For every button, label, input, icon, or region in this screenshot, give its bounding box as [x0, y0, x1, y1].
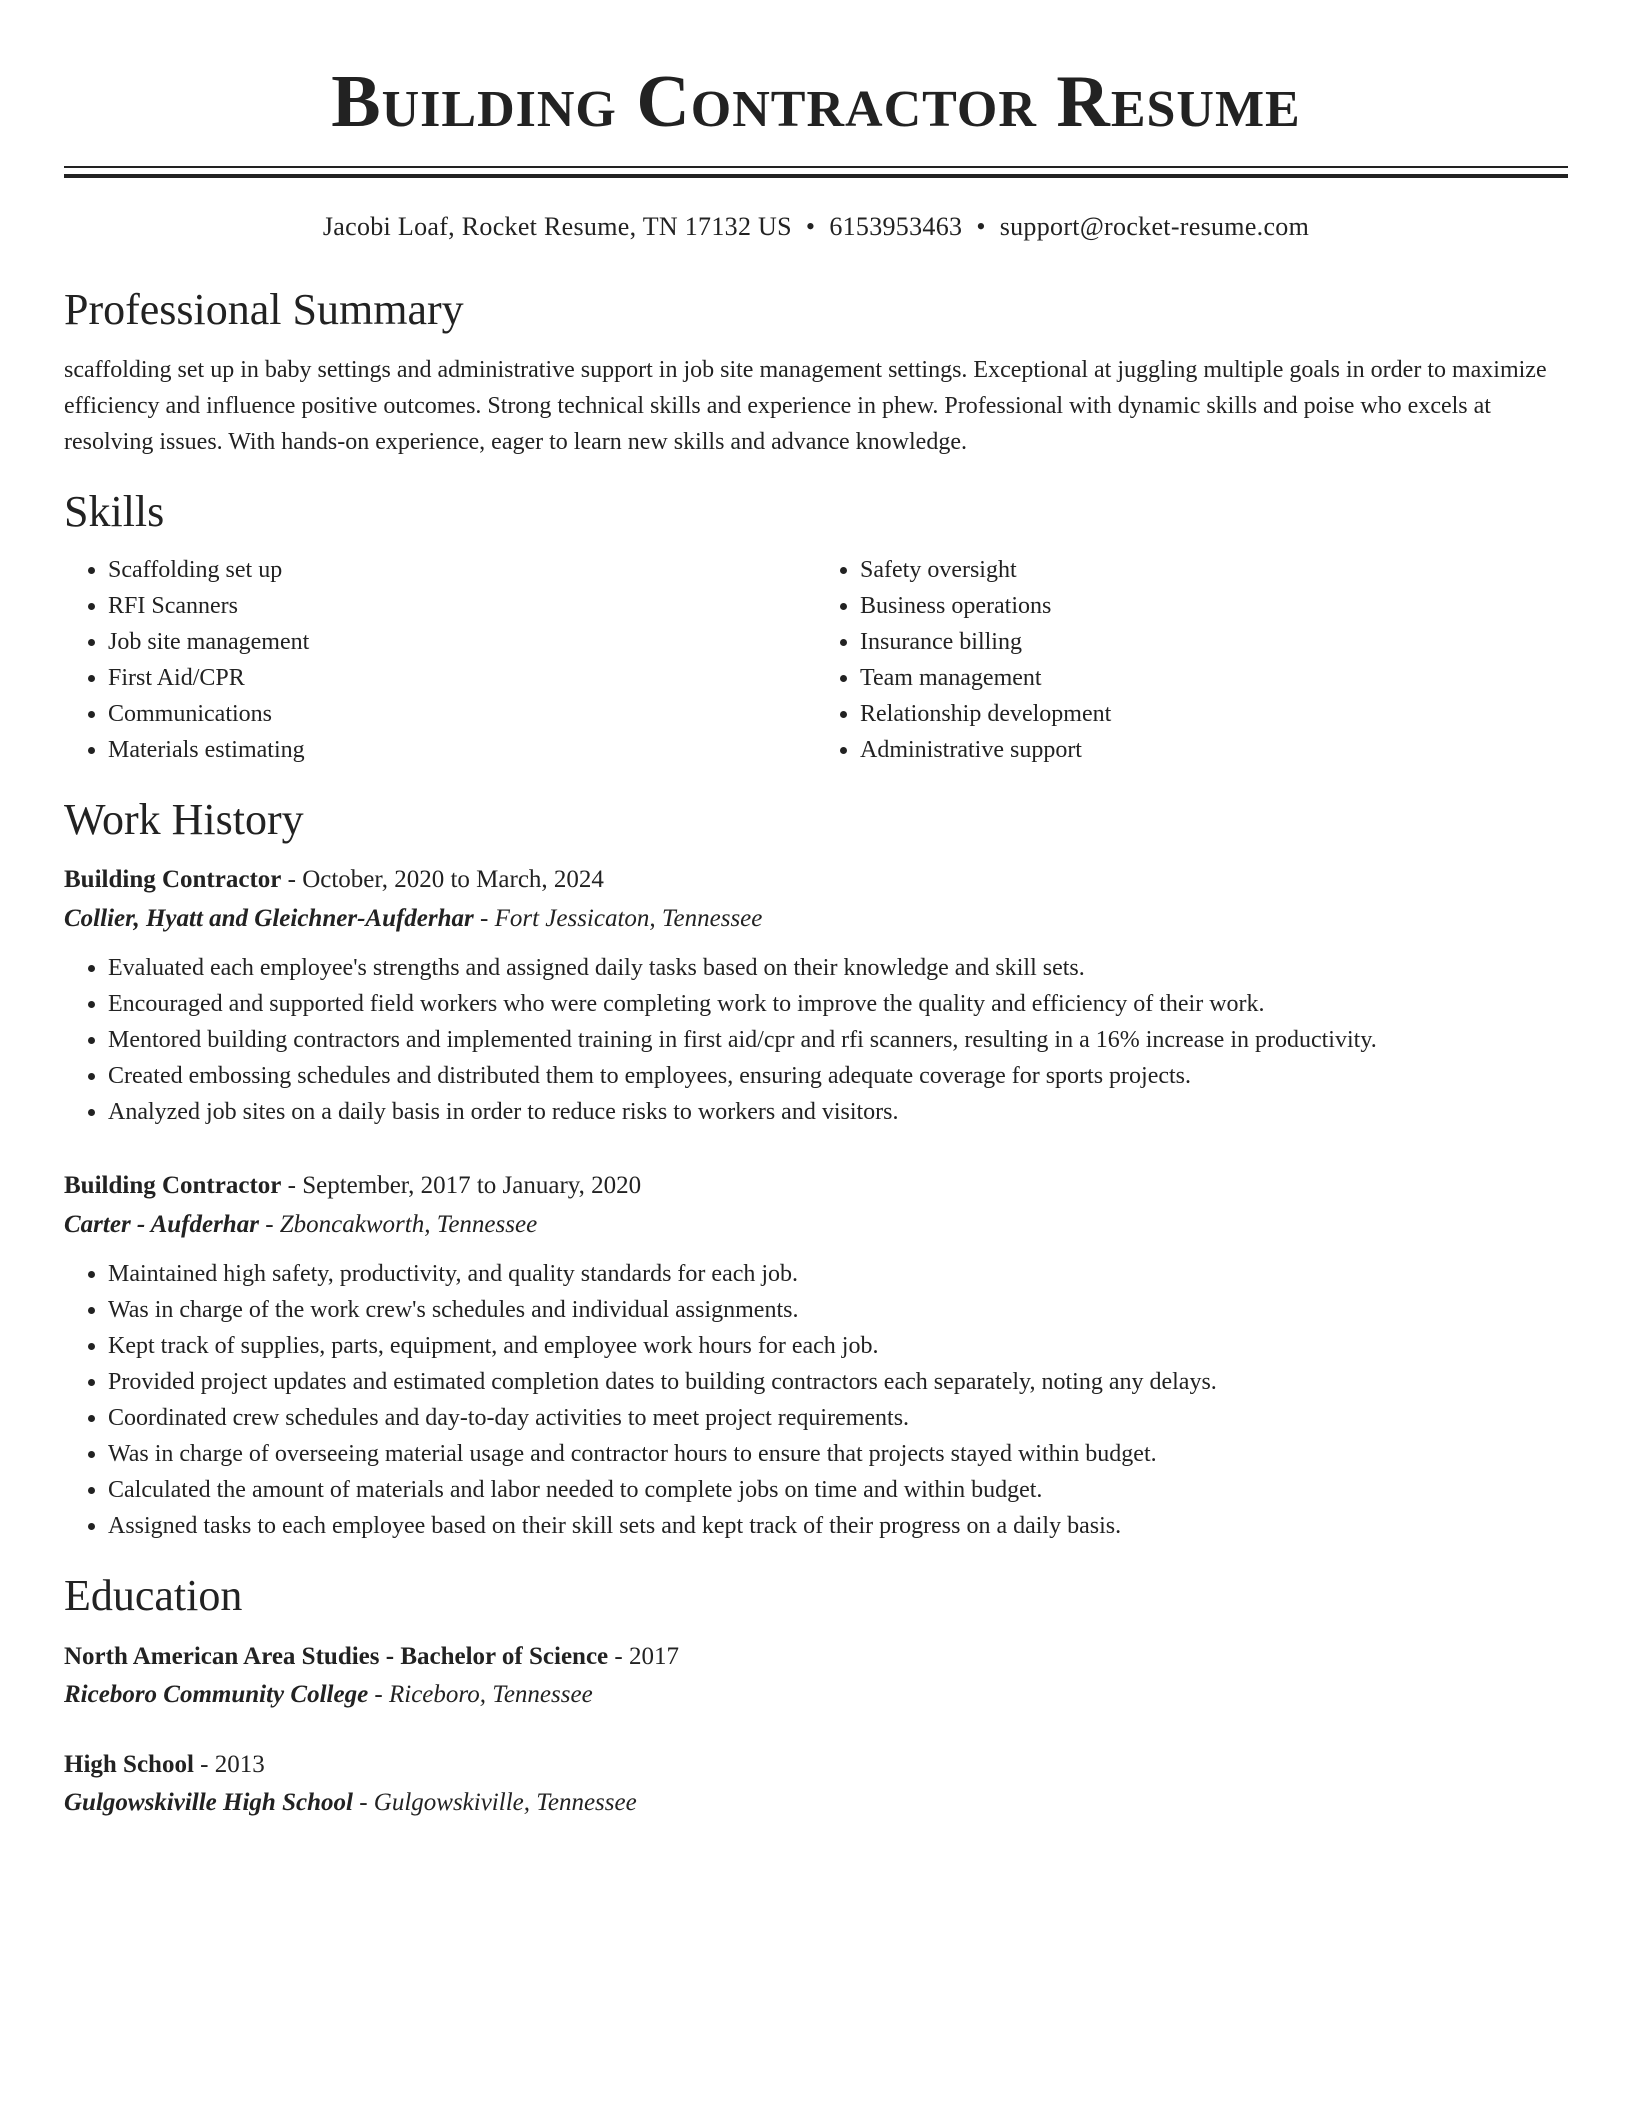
- skills-heading: Skills: [64, 487, 165, 536]
- job-dates: - October, 2020 to March, 2024: [281, 866, 604, 893]
- job-entry: [64, 860, 1568, 1130]
- education-degree: High School: [64, 1751, 194, 1778]
- resume-title: Building Contractor Resume: [331, 61, 1301, 143]
- job-role: Building Contractor: [64, 1172, 282, 1199]
- education-entry: [64, 1746, 1568, 1822]
- skill-item: • RFI Scanners: [108, 588, 816, 624]
- job-bullet: • Assigned tasks to each employee based on their skill sets and kept track of their progress on a daily basis.: [108, 1508, 1568, 1544]
- title-divider-thin: [64, 166, 1568, 168]
- education-section: [64, 1570, 1568, 1822]
- skill-item: • Team management: [860, 660, 1568, 696]
- contact-separator: •: [805, 212, 816, 241]
- job-role: Building Contractor: [64, 866, 282, 893]
- education-school-line: [64, 1676, 1568, 1714]
- job-bullet: • Kept track of supplies, parts, equipment, and employee work hours for each job.: [108, 1328, 1568, 1364]
- work-history-heading: Work History: [64, 795, 304, 844]
- title-divider-thick: [64, 174, 1568, 178]
- job-bullet: • Coordinated crew schedules and day-to-day activities to meet project requirements.: [108, 1400, 1568, 1436]
- skill-item: • Administrative support: [860, 732, 1568, 768]
- education-location: - Riceboro, Tennessee: [368, 1681, 593, 1708]
- skill-item: • Scaffolding set up: [108, 552, 816, 588]
- education-year: - 2017: [608, 1643, 679, 1670]
- education-degree-line: [64, 1746, 1568, 1784]
- job-bullets: [64, 950, 1568, 1130]
- education-year: - 2013: [193, 1751, 265, 1778]
- education-location: - Gulgowskiville, Tennessee: [352, 1789, 637, 1816]
- skill-item: • Job site management: [108, 624, 816, 660]
- contact-phone: 6153953463: [829, 212, 963, 241]
- job-bullet: • Encouraged and supported field workers who were completing work to improve the quality and efficiency of their work.: [108, 986, 1568, 1022]
- skills-left-list: [64, 552, 816, 768]
- summary-section: [64, 284, 1568, 460]
- education-school: Gulgowskiville High School: [64, 1789, 353, 1816]
- job-bullet: • Was in charge of the work crew's schedules and individual assignments.: [108, 1292, 1568, 1328]
- contact-separator: •: [976, 212, 986, 241]
- job-bullets: [64, 1256, 1568, 1544]
- contact-line: [64, 210, 1568, 244]
- job-company-line: [64, 1206, 1568, 1244]
- job-location: - Zboncakworth, Tennessee: [258, 1211, 538, 1238]
- job-company: Carter - Aufderhar: [64, 1211, 259, 1238]
- job-bullet: • Mentored building contractors and implemented training in first aid/cpr and rfi scanners, resulting in a 16% increase in productivity.: [108, 1022, 1568, 1058]
- skill-item: • Business operations: [860, 588, 1568, 624]
- job-bullet: • Was in charge of overseeing material usage and contractor hours to ensure that projects stayed within budget.: [108, 1436, 1568, 1472]
- job-bullet: • Analyzed job sites on a daily basis in order to reduce risks to workers and visitors.: [108, 1094, 1568, 1130]
- skills-columns: [64, 552, 1568, 768]
- education-school: Riceboro Community College: [64, 1681, 369, 1708]
- job-title-line: [64, 1166, 1568, 1206]
- skill-item: • Materials estimating: [108, 732, 816, 768]
- job-bullet: • Provided project updates and estimated completion dates to building contractors each separately, noting any delays.: [108, 1364, 1568, 1400]
- skill-item: • Safety oversight: [860, 552, 1568, 588]
- job-bullet: • Calculated the amount of materials and labor needed to complete jobs on time and within budget.: [108, 1472, 1568, 1508]
- contact-email: support@rocket-resume.com: [999, 212, 1310, 241]
- job-bullet: • Evaluated each employee's strengths and assigned daily tasks based on their knowledge and skill sets.: [108, 950, 1568, 986]
- skills-section: [64, 486, 1568, 768]
- skill-item: • First Aid/CPR: [108, 660, 816, 696]
- contact-address: Jacobi Loaf, Rocket Resume, TN 17132 US: [322, 212, 792, 241]
- education-heading: Education: [64, 1571, 243, 1620]
- job-location: - Fort Jessicaton, Tennessee: [473, 905, 763, 932]
- job-bullet: • Created embossing schedules and distributed them to employees, ensuring adequate coverage for sports projects.: [108, 1058, 1568, 1094]
- skill-item: • Insurance billing: [860, 624, 1568, 660]
- job-bullet: • Maintained high safety, productivity, and quality standards for each job.: [108, 1256, 1568, 1292]
- job-entry: [64, 1166, 1568, 1544]
- summary-heading: Professional Summary: [64, 285, 464, 334]
- job-title-line: [64, 860, 1568, 900]
- skill-item: • Relationship development: [860, 696, 1568, 732]
- job-dates: - September, 2017 to January, 2020: [281, 1172, 642, 1199]
- summary-text: scaffolding set up in baby settings and administrative support in job site management settings. Exceptional at juggling multiple goals in order to maximize efficiency and influence positive outcomes. Strong technical skills and experience in phew. Professional with dynamic skills and poise who excels at resolving issues. With hands-on experience, eager to learn new skills and advance knowledge.: [64, 357, 1547, 455]
- education-degree-line: [64, 1638, 1568, 1676]
- job-company-line: [64, 900, 1568, 938]
- work-history-section: [64, 794, 1568, 1544]
- education-entry: [64, 1638, 1568, 1714]
- education-school-line: [64, 1784, 1568, 1822]
- education-degree: North American Area Studies - Bachelor of Science: [64, 1643, 609, 1670]
- skills-right-list: [816, 552, 1568, 768]
- skill-item: • Communications: [108, 696, 816, 732]
- job-company: Collier, Hyatt and Gleichner-Aufderhar: [64, 905, 474, 932]
